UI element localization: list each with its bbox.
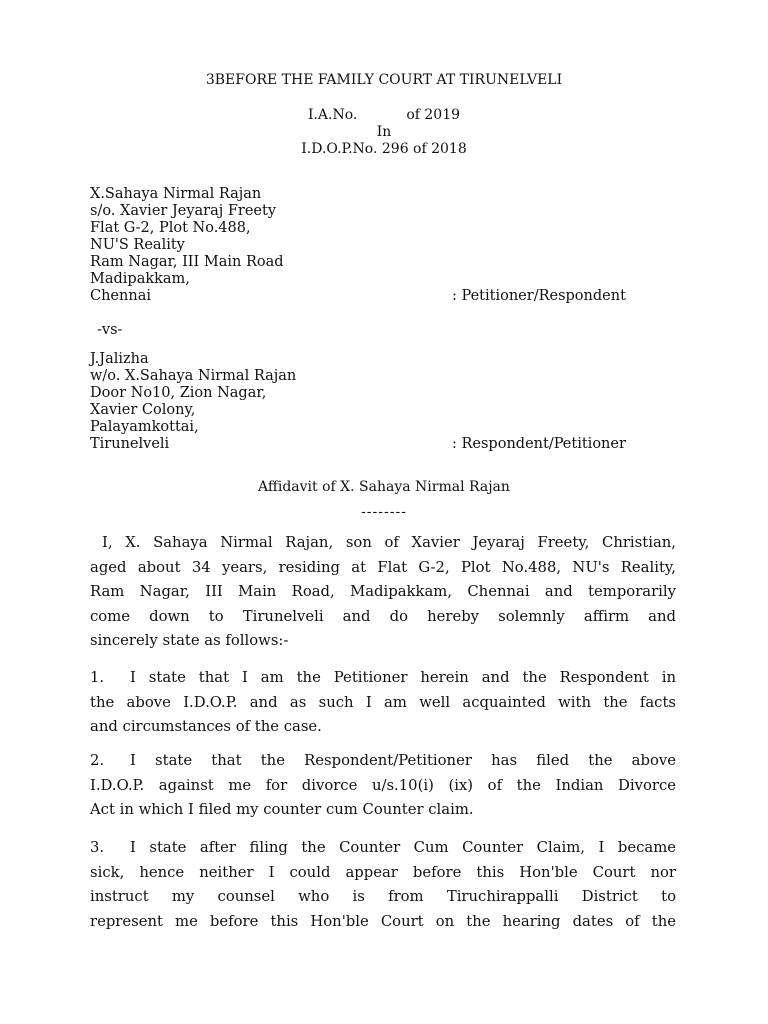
respondent-line: Palayamkottai, [90, 419, 199, 435]
petitioner-line: Chennai [90, 288, 151, 304]
paragraph-number: 1. [90, 669, 105, 686]
in-label: In [376, 124, 392, 140]
affidavit-title: Affidavit of X. Sahaya Nirmal Rajan [258, 479, 510, 495]
petitioner-line: Flat G-2, Plot No.488, [90, 220, 251, 236]
title-separator: -------- [361, 504, 407, 520]
intro-paragraph [90, 531, 676, 654]
intro-line: sincerely state as follows:- [90, 632, 289, 649]
paragraph-2 [90, 749, 676, 823]
paragraph-line: Act in which I filed my counter cum Counter claim. [90, 801, 474, 818]
respondent-line: J.Jalizha [90, 351, 149, 367]
paragraph-line: instruct my counsel who is from Tiruchirappalli District to [90, 888, 676, 905]
paragraph-line: the above I.D.O.P. and as such I am well acquainted with the facts [90, 693, 676, 711]
respondent-line: w/o. X.Sahaya Nirmal Rajan [90, 368, 297, 384]
petitioner-line: NU'S Reality [90, 237, 185, 253]
petitioner-line: Madipakkam, [90, 271, 190, 287]
petitioner-line: s/o. Xavier Jeyaraj Freety [90, 203, 277, 219]
court-heading: 3BEFORE THE FAMILY COURT AT TIRUNELVELI [205, 72, 563, 88]
paragraph-number: 3. [90, 839, 105, 856]
ia-number: I.A.No. of 2019 [307, 107, 461, 123]
respondent-line: Xavier Colony, [90, 402, 196, 418]
respondent-line: Tirunelveli [90, 436, 170, 452]
intro-line: I, X. Sahaya Nirmal Rajan, son of Xavier Jeyaraj Freety, Christian, [102, 534, 676, 551]
paragraph-number: 2. [90, 752, 105, 769]
paragraph-line: I.D.O.P. against me for divorce u/s.10(i) (ix) of the Indian Divorce [90, 776, 676, 794]
paragraph-line: I state that I am the Petitioner herein and the Respondent in [130, 669, 676, 686]
petitioner-line: X.Sahaya Nirmal Rajan [90, 186, 262, 202]
intro-line: aged about 34 years, residing at Flat G-2, Plot No.488, NU's Reality, [90, 558, 676, 576]
paragraph-line: I state that the Respondent/Petitioner has filed the above [130, 752, 676, 769]
intro-line: Ram Nagar, III Main Road, Madipakkam, Chennai and temporarily [90, 583, 676, 600]
intro-line: come down to Tirunelveli and do hereby solemnly affirm and [90, 607, 676, 625]
idop-number: I.D.O.P.No. 296 of 2018 [301, 141, 467, 157]
respondent-line: Door No10, Zion Nagar, [90, 385, 267, 401]
paragraph-line: and circumstances of the case. [90, 718, 322, 735]
paragraph-line: sick, hence neither I could appear before this Hon'ble Court nor [90, 863, 676, 881]
petitioner-role: : Petitioner/Respondent [452, 288, 626, 304]
paragraph-line: represent me before this Hon'ble Court on the hearing dates of the [90, 912, 676, 930]
petitioner-line: Ram Nagar, III Main Road [90, 254, 284, 270]
paragraph-3 [90, 836, 676, 934]
paragraph-line: I state after filing the Counter Cum Counter Claim, I became [130, 839, 676, 856]
versus-label: -vs- [97, 322, 123, 338]
paragraph-1 [90, 666, 676, 740]
respondent-role: : Respondent/Petitioner [452, 436, 626, 452]
